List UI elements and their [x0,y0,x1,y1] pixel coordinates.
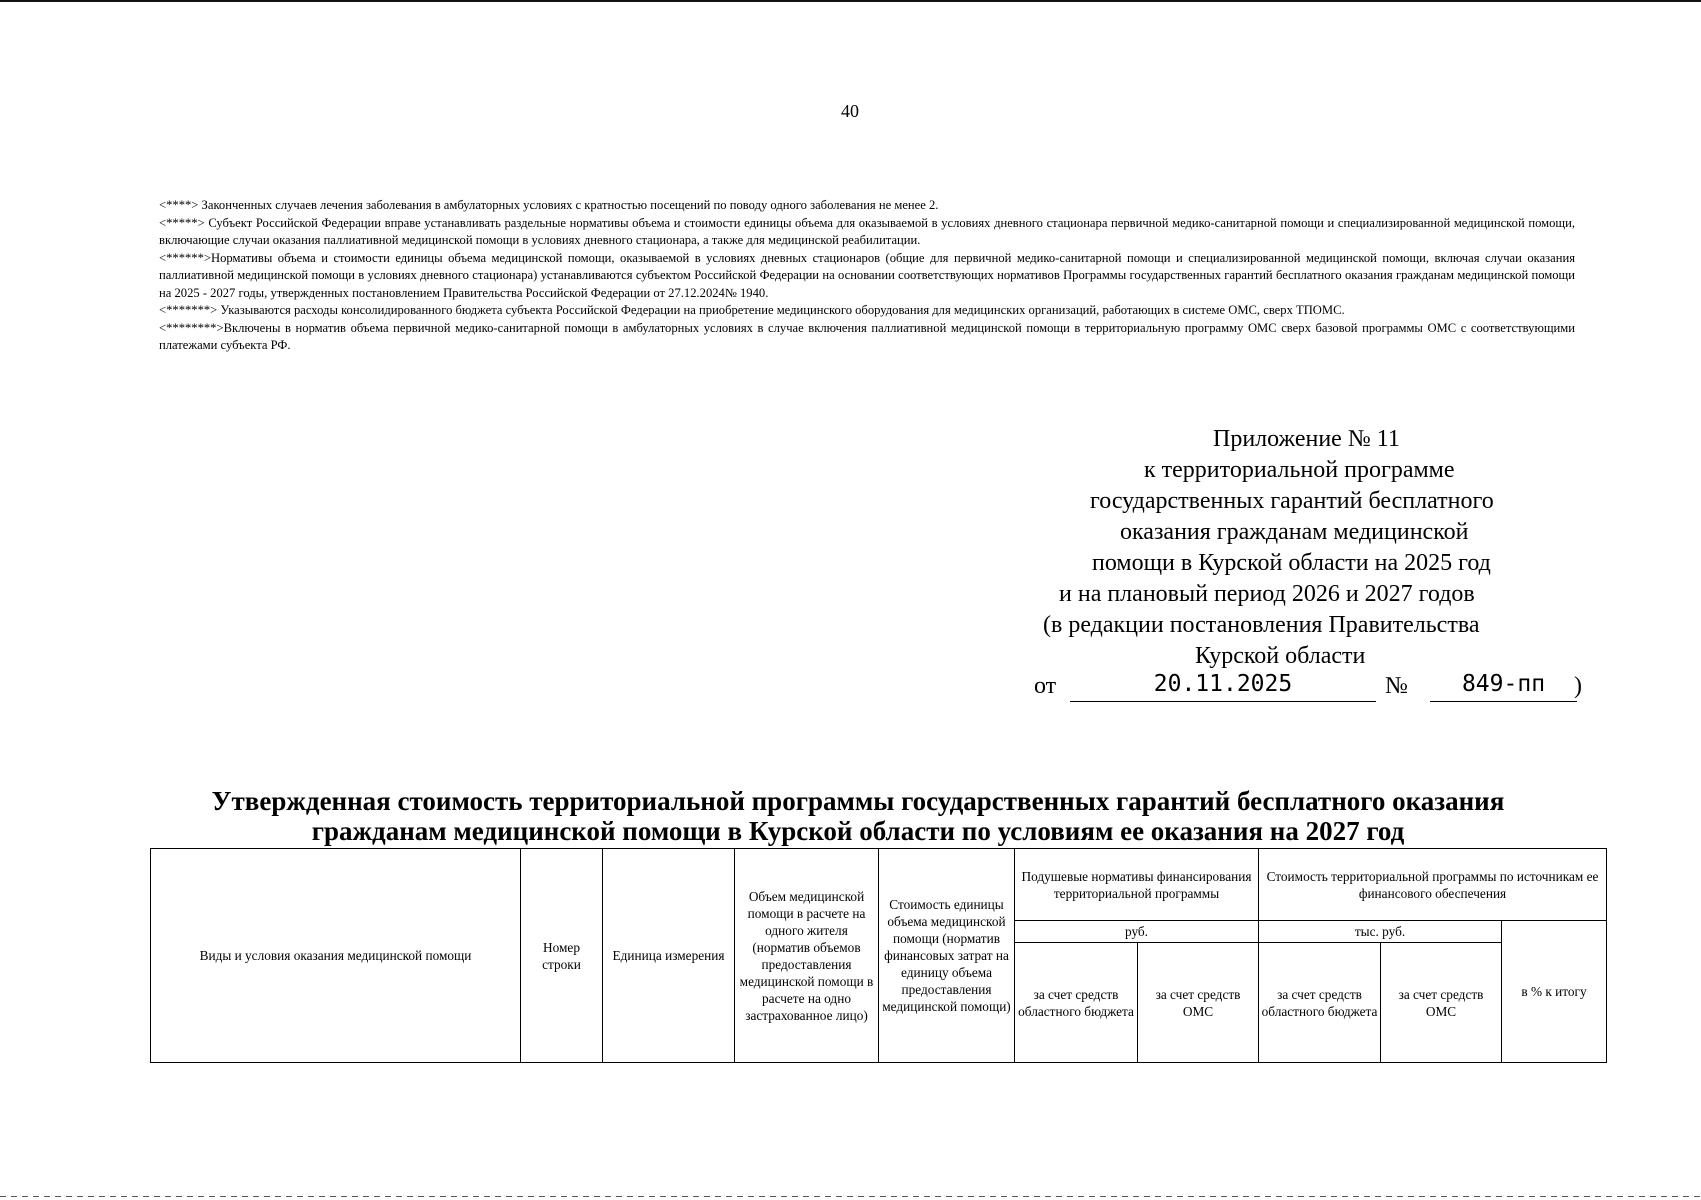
heading-line-2: гражданам медицинской помощи в Курской области по условиям ее оказания на 2027 год [311,816,1405,846]
decree-reference [1034,671,1594,705]
appendix-line: Курской области [1195,643,1366,669]
heading-line-1: Утвержденная стоимость территориальной программы государственных гарантий бесплатного оказания [211,786,1505,816]
header-funding-sources-group: Стоимость территориальной программы по источникам ее финансового обеспечения [1259,849,1607,921]
footnotes [159,197,1575,355]
header-oms-funds-thousand: за счет средств ОМС [1381,943,1502,1063]
header-regional-budget-thousand: за счет средств областного бюджета [1259,943,1381,1063]
header-volume-norm: Объем медицинской помощи в расчете на одного жителя (норматив объемов предоставления медицинской помощи в расчете на одно застрахованное лицо) [735,849,879,1063]
footnote-6: <******>Нормативы объема и стоимости единицы объема медицинской помощи, оказываемой в условиях дневных стационаров (общие для первичной медико-санитарной помощи и специализированной медицинской помощи, включая случаи оказания паллиативной медицинской помощи в условиях дневного стационара) устанавливаются субъектом Российской Федерации на основании соответствующих нормативов Программы государственных гарантий бесплатного оказания гражданам медицинской помощи на 2025 - 2027 годы, утвержденных постановлением Правительства Российской Федерации от 27.12.2024№ 1940. [159,250,1575,300]
decree-date: 20.11.2025 [1070,671,1376,702]
appendix-line: оказания гражданам медицинской [1120,519,1469,545]
appendix-line: к территориальной программе [1144,457,1455,483]
appendix-line: помощи в Курской области на 2025 год [1092,550,1491,576]
header-care-types: Виды и условия оказания медицинской помощи [151,849,521,1063]
header-percent-total: в % к итогу [1502,921,1607,1063]
footnote-4: <****> Законченных случаев лечения заболевания в амбулаторных условиях с кратностью посещений по поводу одного заболевания не менее 2. [159,198,939,212]
footnote-8: <********>Включены в норматив объема первичной медико-санитарной помощи в амбулаторных условиях в случае включения паллиативной медицинской помощи в территориальную программу ОМС сверх базовой программы ОМС с соответствующими платежами субъекта РФ. [159,320,1575,352]
appendix-line: государственных гарантий бесплатного [1090,488,1494,514]
document-heading [150,786,1566,846]
appendix-line: (в редакции постановления Правительства [1043,612,1480,638]
decree-closing-paren: ) [1574,673,1582,699]
header-regional-budget: за счет средств областного бюджета [1015,943,1138,1063]
appendix-line: Приложение № 11 [1213,426,1400,452]
header-unit: Единица измерения [603,849,735,1063]
footnote-7: <*******> Указываются расходы консолидированного бюджета субъекта Российской Федерации на приобретение медицинского оборудования для медицинских организаций, работающих в системе ОМС, сверх ТПОМС. [159,303,1345,317]
page-top-edge [0,0,1701,2]
decree-number: 849-пп [1430,671,1577,702]
header-row-number: Номер строки [521,849,603,1063]
appendix-line: и на плановый период 2026 и 2027 годов [1059,581,1475,607]
header-unit-rub: руб. [1015,921,1259,943]
cost-table [150,848,1607,1063]
header-unit-thousand-rub: тыс. руб. [1259,921,1502,943]
page-bottom-edge [0,1196,1701,1197]
footnote-5: <*****> Субъект Российской Федерации вправе устанавливать раздельные нормативы объема и стоимости единицы объема для оказываемой в условиях дневного стационара первичной медико-санитарной помощи и специализированной медицинской помощи, включающие случаи оказания паллиативной медицинской помощи в условиях дневного стационара, а также для медицинской реабилитации. [159,215,1575,247]
decree-number-sign: № [1385,673,1408,699]
header-oms-funds: за счет средств ОМС [1138,943,1259,1063]
header-unit-cost: Стоимость единицы объема медицинской помощи (норматив финансовых затрат на единицу объема предоставления медицинской помощи) [879,849,1015,1063]
decree-ot-label: от [1034,673,1057,699]
header-per-capita-group: Подушевые нормативы финансирования территориальной программы [1015,849,1259,921]
page-number: 40 [841,101,859,121]
